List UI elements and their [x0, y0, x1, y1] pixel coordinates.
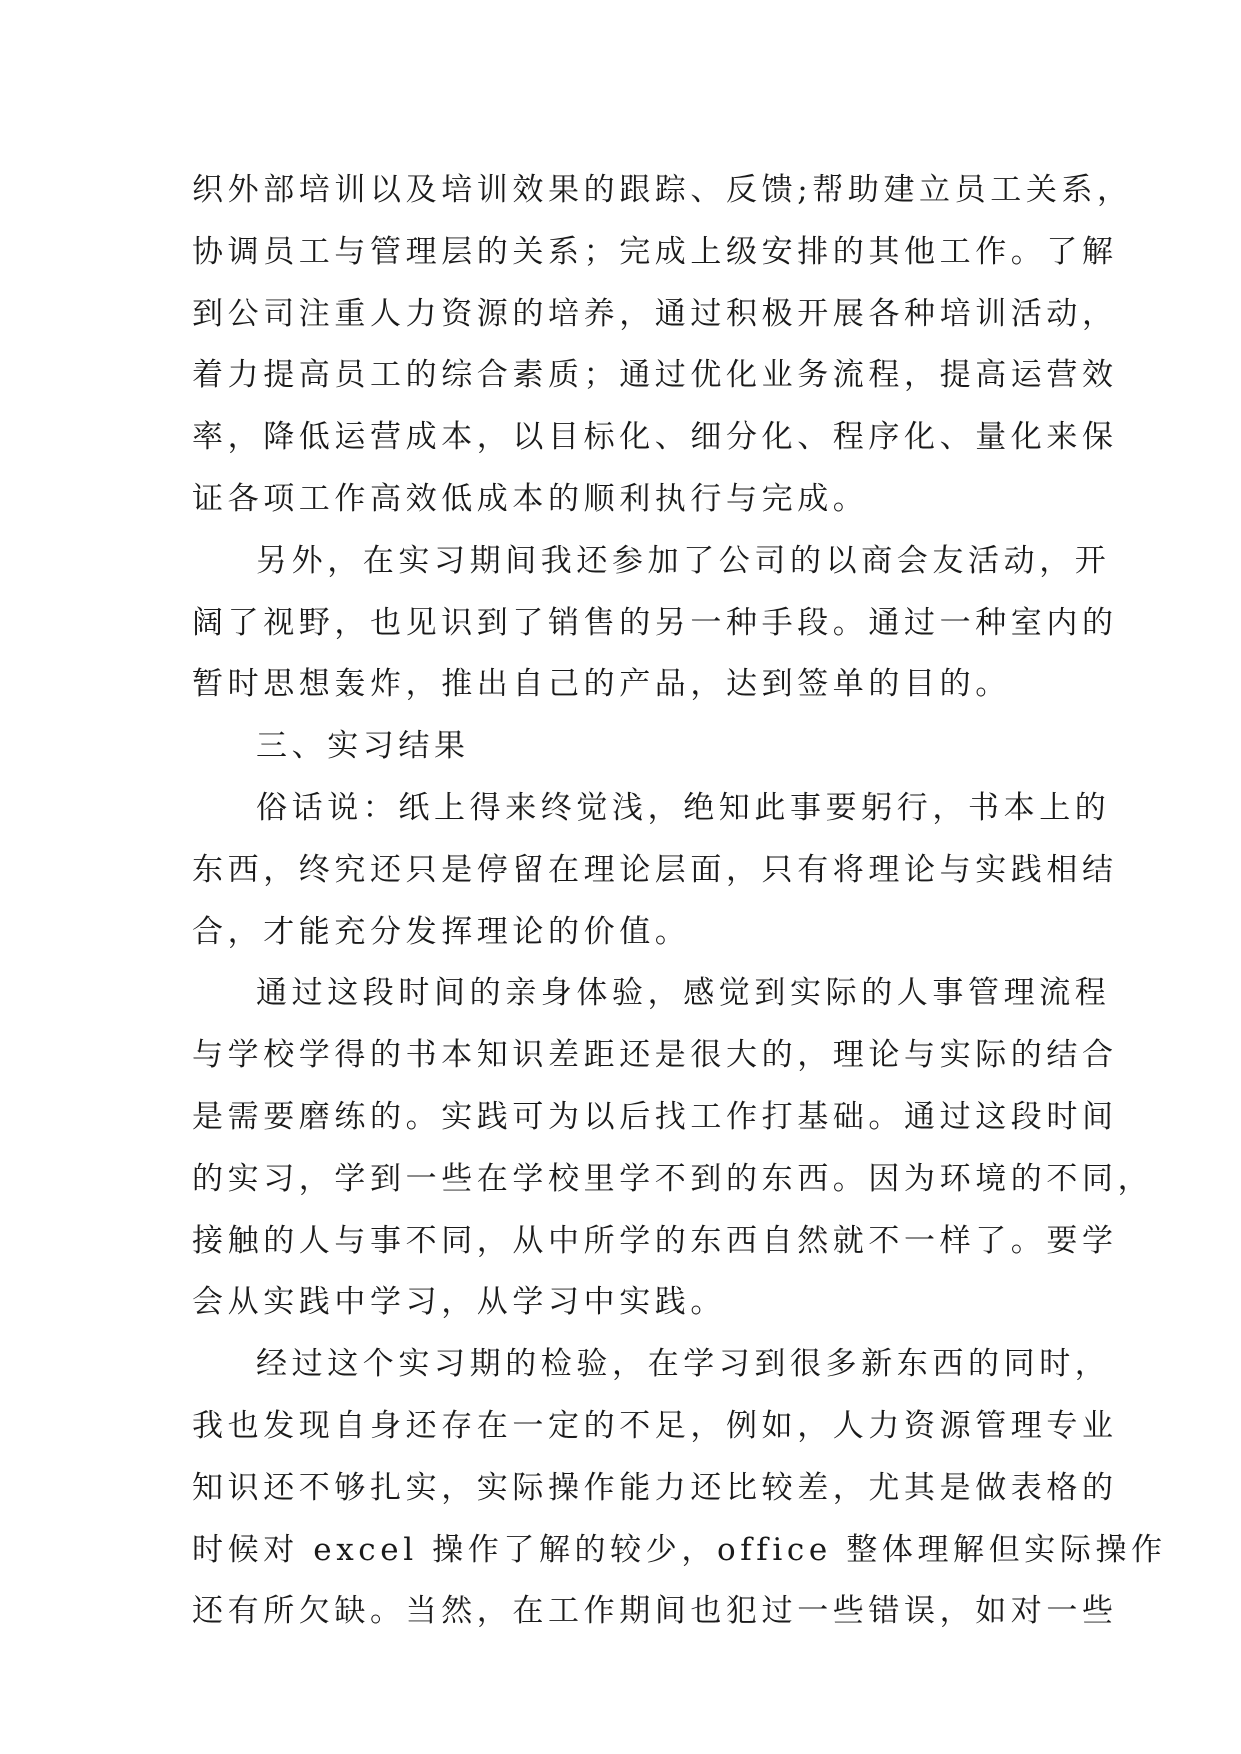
- text-line: 时候对 excel 操作了解的较少，office 整体理解但实际操作: [192, 1531, 1167, 1568]
- text-line: 知识还不够扎实，实际操作能力还比较差，尤其是做表格的: [192, 1469, 1118, 1506]
- paragraph-first-line: 另外，在实习期间我还参加了公司的以商会友活动，开: [256, 542, 1111, 579]
- text-line: 着力提高员工的综合素质；通过优化业务流程，提高运营效: [192, 357, 1118, 394]
- text-line: 织外部培训以及培训效果的跟踪、反馈;帮助建立员工关系，: [192, 172, 1133, 208]
- paragraph-first-line: 经过这个实习期的检验，在学习到很多新东西的同时，: [256, 1346, 1111, 1383]
- paragraph-first-line: 俗话说：纸上得来终觉浅，绝知此事要躬行，书本上的: [256, 789, 1111, 826]
- text-line: 的实习，学到一些在学校里学不到的东西。因为环境的不同，: [192, 1160, 1154, 1197]
- text-line: 协调员工与管理层的关系；完成上级安排的其他工作。了解: [192, 233, 1118, 270]
- text-line: 暂时思想轰炸，推出自己的产品，达到签单的目的。: [192, 666, 1011, 703]
- text-line: 接触的人与事不同，从中所学的东西自然就不一样了。要学: [192, 1222, 1118, 1259]
- text-line: 与学校学得的书本知识差距还是很大的，理论与实际的结合: [192, 1037, 1118, 1074]
- text-line: 是需要磨练的。实践可为以后找工作打基础。通过这段时间: [192, 1098, 1118, 1135]
- text-line: 我也发现自身还存在一定的不足，例如，人力资源管理专业: [192, 1407, 1118, 1444]
- text-line: 合，才能充分发挥理论的价值。: [192, 913, 691, 950]
- text-line: 证各项工作高效低成本的顺利执行与完成。: [192, 480, 869, 517]
- text-line: 阔了视野，也见识到了销售的另一种手段。通过一种室内的: [192, 604, 1118, 641]
- document-body: [192, 160, 1167, 1643]
- text-line: 会从实践中学习，从学习中实践。: [192, 1284, 726, 1321]
- text-line: 东西，终究还只是停留在理论层面，只有将理论与实践相结: [192, 851, 1118, 888]
- section-heading: 三、实习结果: [256, 728, 470, 765]
- text-line: 还有所欠缺。当然，在工作期间也犯过一些错误，如对一些: [192, 1593, 1118, 1630]
- text-line: 到公司注重人力资源的培养，通过积极开展各种培训活动，: [192, 295, 1118, 332]
- text-line: 率，降低运营成本，以目标化、细分化、程序化、量化来保: [192, 419, 1118, 456]
- paragraph-first-line: 通过这段时间的亲身体验，感觉到实际的人事管理流程: [256, 975, 1111, 1012]
